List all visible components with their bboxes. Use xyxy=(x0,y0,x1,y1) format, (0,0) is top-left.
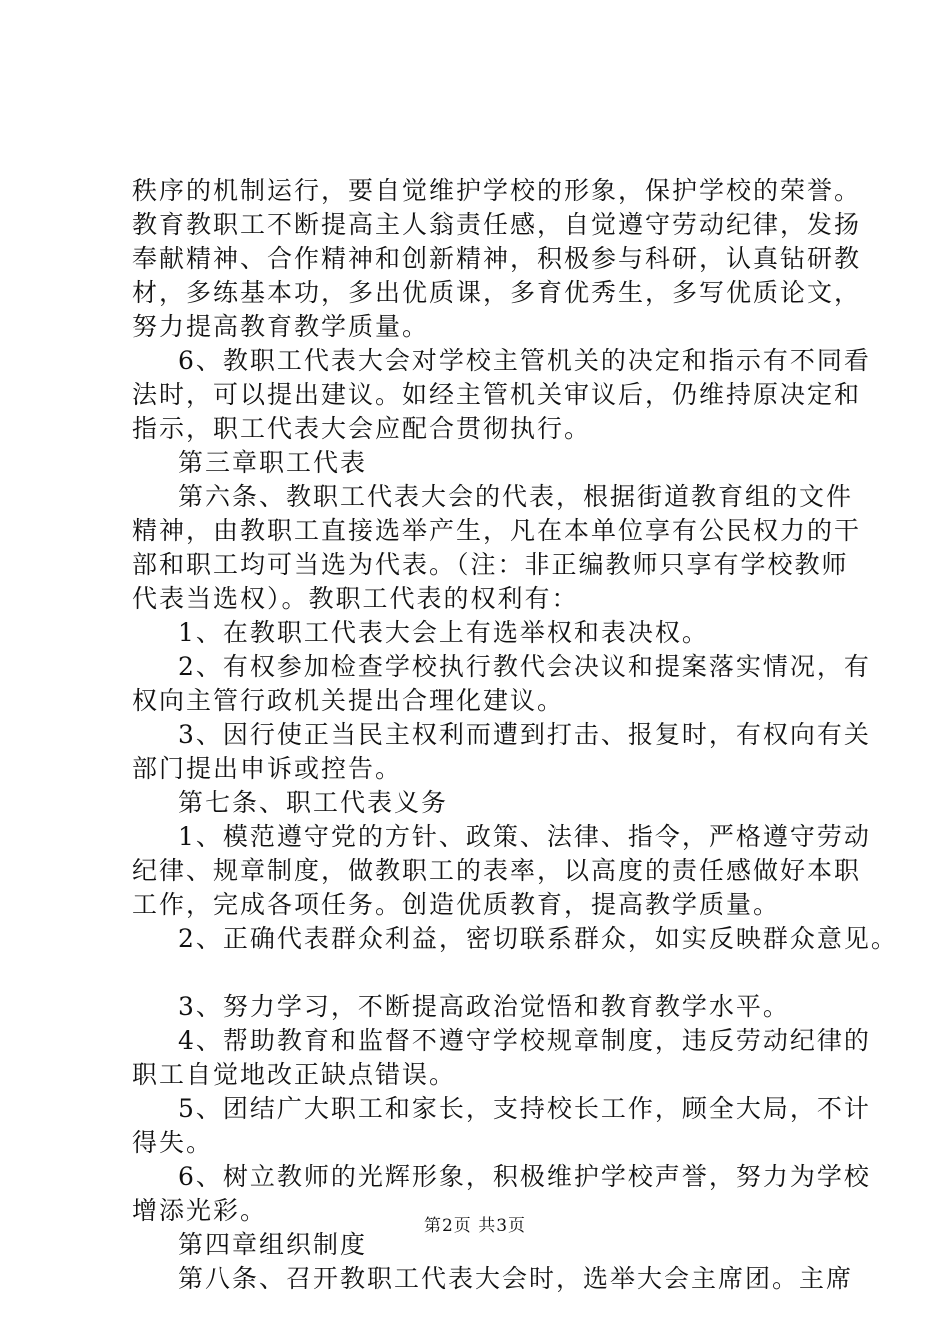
text-line: 1、在教职工代表大会上有选举权和表决权。 xyxy=(178,618,709,647)
text-line: 部门提出申诉或控告。 xyxy=(132,754,403,783)
text-line: 5、团结广大职工和家长，支持校长工作，顾全大局，不计 xyxy=(178,1094,871,1123)
text-line: 增添光彩。 xyxy=(132,1196,268,1225)
text-line: 6、树立教师的光辉形象，积极维护学校声誉，努力为学校 xyxy=(178,1162,871,1191)
text-line: 第三章职工代表 xyxy=(178,448,368,477)
text-line: 秩序的机制运行，要自觉维护学校的形象，保护学校的荣誉。 xyxy=(132,176,862,205)
text-line: 部和职工均可当选为代表。（注：非正编教师只享有学校教师 xyxy=(132,550,849,579)
text-line: 纪律、规章制度，做教职工的表率，以高度的责任感做好本职 xyxy=(132,856,862,885)
text-line: 材，多练基本功，多出优质课，多育优秀生，多写优质论文， xyxy=(132,278,862,307)
text-line: 指示，职工代表大会应配合贯彻执行。 xyxy=(132,414,592,443)
text-line: 第八条、召开教职工代表大会时，选举大会主席团。主席 xyxy=(178,1264,854,1293)
text-line: 教育教职工不断提高主人翁责任感，自觉遵守劳动纪律，发扬 xyxy=(132,210,862,239)
text-line: 2、正确代表群众利益，密切联系群众，如实反映群众意见。 xyxy=(178,924,898,953)
text-line: 2、有权参加检查学校执行教代会决议和提案落实情况，有 xyxy=(178,652,871,681)
text-line: 权向主管行政机关提出合理化建议。 xyxy=(132,686,565,715)
text-line: 3、努力学习，不断提高政治觉悟和教育教学水平。 xyxy=(178,992,790,1021)
text-line: 精神，由教职工直接选举产生，凡在本单位享有公民权力的干 xyxy=(132,516,862,545)
document-body xyxy=(132,174,898,1296)
text-line: 法时，可以提出建议。如经主管机关审议后，仍维持原决定和 xyxy=(132,380,862,409)
text-line: 努力提高教育教学质量。 xyxy=(132,312,430,341)
page-footer: 第2页 共3页 xyxy=(423,1216,527,1236)
text-line: 6、教职工代表大会对学校主管机关的决定和指示有不同看 xyxy=(178,346,871,375)
text-line: 职工自觉地改正缺点错误。 xyxy=(132,1060,457,1089)
blank-line xyxy=(132,956,852,990)
text-line: 奉献精神、合作精神和创新精神，积极参与科研，认真钻研教 xyxy=(132,244,862,273)
text-line: 4、帮助教育和监督不遵守学校规章制度，违反劳动纪律的 xyxy=(178,1026,871,1055)
text-line: 代表当选权）。教职工代表的权利有： xyxy=(132,584,579,613)
text-line: 第六条、教职工代表大会的代表，根据街道教育组的文件 xyxy=(178,482,854,511)
text-line: 1、模范遵守党的方针、政策、法律、指令，严格遵守劳动 xyxy=(178,822,871,851)
text-line: 工作，完成各项任务。创造优质教育，提高教学质量。 xyxy=(132,890,781,919)
text-line: 第七条、职工代表义务 xyxy=(178,788,449,817)
text-line: 3、因行使正当民主权利而遭到打击、报复时，有权向有关 xyxy=(178,720,871,749)
text-line: 第四章组织制度 xyxy=(178,1230,368,1259)
text-line: 得失。 xyxy=(132,1128,214,1157)
